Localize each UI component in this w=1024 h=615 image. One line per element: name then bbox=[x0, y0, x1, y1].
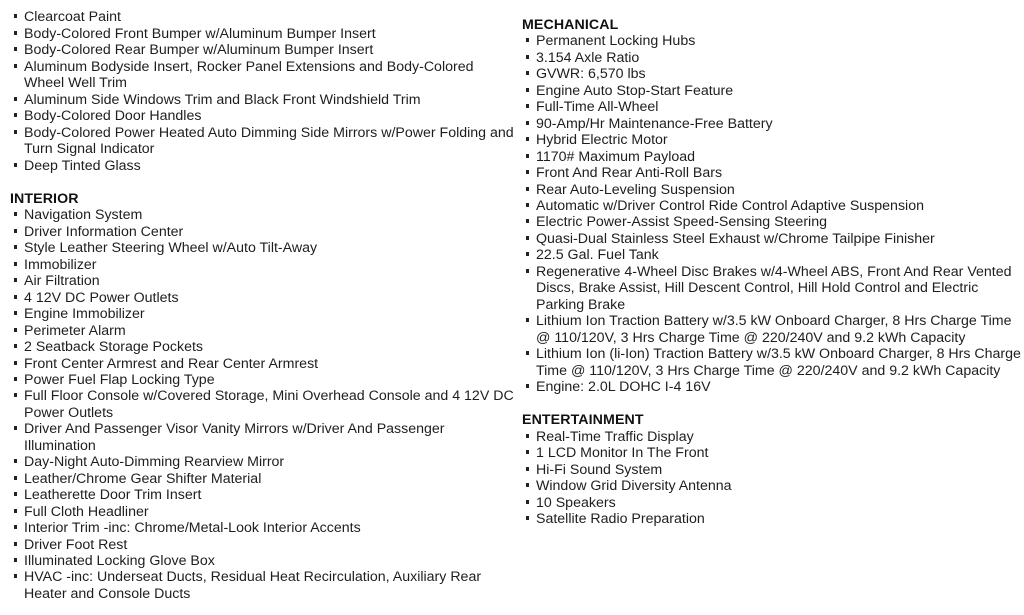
list-item-text: Clearcoat Paint bbox=[24, 9, 121, 26]
list-item bbox=[522, 214, 1022, 230]
list-item-text: Interior Trim -inc: Chrome/Metal-Look Interior Accents bbox=[24, 520, 361, 537]
square-bullet-icon bbox=[526, 219, 529, 223]
list-item bbox=[10, 471, 514, 487]
list-item-text: 10 Speakers bbox=[536, 494, 616, 511]
square-bullet-icon bbox=[14, 113, 17, 117]
square-bullet-icon bbox=[526, 170, 529, 174]
section-title-mechanical: MECHANICAL bbox=[522, 17, 619, 33]
list-item-text: Permanent Locking Hubs bbox=[536, 33, 696, 50]
list-item bbox=[10, 224, 514, 240]
square-bullet-icon bbox=[14, 492, 17, 496]
list-item-text: Driver And Passenger Visor Vanity Mirrors w/Driver And Passenger Illumination bbox=[24, 421, 445, 454]
square-bullet-icon bbox=[14, 97, 17, 101]
list-item-text: Navigation System bbox=[24, 207, 143, 224]
list-item-text: 4 12V DC Power Outlets bbox=[24, 289, 179, 306]
section-entertainment bbox=[522, 412, 1022, 527]
list-item bbox=[522, 132, 1022, 148]
list-item-text: Hybrid Electric Motor bbox=[536, 132, 668, 149]
list-item-text: Window Grid Diversity Antenna bbox=[536, 478, 732, 495]
square-bullet-icon bbox=[526, 121, 529, 125]
square-bullet-icon bbox=[14, 311, 17, 315]
list-item bbox=[10, 42, 514, 58]
square-bullet-icon bbox=[526, 500, 529, 504]
square-bullet-icon bbox=[526, 236, 529, 240]
list-item bbox=[10, 9, 514, 25]
list-item bbox=[522, 462, 1022, 478]
entertainment-list bbox=[522, 429, 1022, 528]
square-bullet-icon bbox=[526, 269, 529, 273]
section-mechanical bbox=[522, 17, 1022, 395]
list-item bbox=[522, 33, 1022, 49]
list-item-text: Full Cloth Headliner bbox=[24, 503, 149, 520]
list-item-text: Lithium Ion Traction Battery w/3.5 kW Onboard Charger, 8 Hrs Charge Time @ 110/120V, 3 Hrs Charge Time @ 220/240V and 9.2 kWh Capacity bbox=[536, 313, 1012, 346]
list-item-text: Real-Time Traffic Display bbox=[536, 428, 694, 445]
list-item bbox=[10, 388, 514, 421]
list-item-text: Engine Auto Stop-Start Feature bbox=[536, 82, 734, 99]
square-bullet-icon bbox=[14, 361, 17, 365]
square-bullet-icon bbox=[526, 154, 529, 158]
list-item-text: Immobilizer bbox=[24, 256, 97, 273]
square-bullet-icon bbox=[14, 262, 17, 266]
list-item bbox=[522, 495, 1022, 511]
list-item bbox=[522, 165, 1022, 181]
list-item bbox=[10, 26, 514, 42]
square-bullet-icon bbox=[14, 31, 17, 35]
section-title-interior: INTERIOR bbox=[10, 190, 79, 207]
list-item-text: Body-Colored Door Handles bbox=[24, 108, 202, 125]
list-item bbox=[522, 99, 1022, 115]
square-bullet-icon bbox=[14, 212, 17, 216]
list-item bbox=[10, 290, 514, 306]
list-item-text: Satellite Radio Preparation bbox=[536, 511, 705, 528]
square-bullet-icon bbox=[14, 426, 17, 430]
square-bullet-icon bbox=[14, 344, 17, 348]
list-item-text: Air Filtration bbox=[24, 273, 100, 290]
list-item bbox=[10, 207, 514, 223]
list-item bbox=[10, 356, 514, 372]
square-bullet-icon bbox=[14, 245, 17, 249]
list-item-text: 90-Amp/Hr Maintenance-Free Battery bbox=[536, 115, 773, 132]
list-item-text: Front Center Armrest and Rear Center Armrest bbox=[24, 355, 319, 372]
square-bullet-icon bbox=[14, 393, 17, 397]
square-bullet-icon bbox=[14, 459, 17, 463]
exterior-list bbox=[10, 0, 514, 174]
section-exterior bbox=[10, 0, 514, 174]
square-bullet-icon bbox=[526, 104, 529, 108]
square-bullet-icon bbox=[526, 252, 529, 256]
list-item bbox=[10, 92, 514, 108]
list-item bbox=[10, 323, 514, 339]
square-bullet-icon bbox=[14, 328, 17, 332]
left-column bbox=[10, 0, 514, 602]
square-bullet-icon bbox=[526, 467, 529, 471]
square-bullet-icon bbox=[14, 509, 17, 513]
list-item bbox=[10, 257, 514, 273]
square-bullet-icon bbox=[526, 516, 529, 520]
list-item-text: 22.5 Gal. Fuel Tank bbox=[536, 247, 659, 264]
section-title-entertainment: ENTERTAINMENT bbox=[522, 412, 644, 429]
square-bullet-icon bbox=[526, 55, 529, 59]
list-item bbox=[522, 116, 1022, 132]
list-item bbox=[522, 264, 1022, 313]
square-bullet-icon bbox=[14, 476, 17, 480]
list-item-text: Engine Immobilizer bbox=[24, 306, 145, 323]
list-item bbox=[10, 504, 514, 520]
list-item bbox=[522, 247, 1022, 263]
list-item bbox=[10, 273, 514, 289]
list-item-text: Leather/Chrome Gear Shifter Material bbox=[24, 470, 262, 487]
square-bullet-icon bbox=[526, 203, 529, 207]
square-bullet-icon bbox=[526, 434, 529, 438]
list-item-text: Front And Rear Anti-Roll Bars bbox=[536, 165, 723, 182]
list-item bbox=[522, 231, 1022, 247]
list-item-text: Driver Information Center bbox=[24, 223, 184, 240]
list-item bbox=[522, 429, 1022, 445]
list-item bbox=[522, 182, 1022, 198]
list-item-text: Lithium Ion (li-Ion) Traction Battery w/3.5 kW Onboard Charger, 8 Hrs Charge Time @ 110/120V, 3 Hrs Charge Time @ 220/240V and 9.2 kWh Capacity bbox=[536, 346, 1021, 379]
list-item bbox=[522, 511, 1022, 527]
mechanical-list bbox=[522, 33, 1022, 395]
square-bullet-icon bbox=[526, 38, 529, 42]
list-item bbox=[10, 240, 514, 256]
list-item-text: HVAC -inc: Underseat Ducts, Residual Heat Recirculation, Auxiliary Rear Heater and Console Ducts bbox=[24, 569, 482, 602]
list-item-text: Hi-Fi Sound System bbox=[536, 461, 663, 478]
list-item-text: Full-Time All-Wheel bbox=[536, 99, 659, 116]
square-bullet-icon bbox=[526, 450, 529, 454]
list-item bbox=[10, 454, 514, 470]
list-item-text: 1 LCD Monitor In The Front bbox=[536, 445, 709, 462]
square-bullet-icon bbox=[526, 71, 529, 75]
list-item bbox=[522, 478, 1022, 494]
list-item-text: GVWR: 6,570 lbs bbox=[536, 66, 646, 83]
list-item-text: Automatic w/Driver Control Ride Control Adaptive Suspension bbox=[536, 197, 924, 214]
list-item bbox=[10, 553, 514, 569]
list-item-text: Day-Night Auto-Dimming Rearview Mirror bbox=[24, 454, 285, 471]
list-item bbox=[522, 379, 1022, 395]
list-item bbox=[522, 66, 1022, 82]
list-item bbox=[10, 158, 514, 174]
list-item bbox=[10, 421, 514, 454]
list-item-text: Full Floor Console w/Covered Storage, Mini Overhead Console and 4 12V DC Power Outlets bbox=[24, 388, 514, 421]
list-item-text: Electric Power-Assist Speed-Sensing Steering bbox=[536, 214, 827, 231]
list-item bbox=[522, 149, 1022, 165]
list-item bbox=[522, 198, 1022, 214]
list-item bbox=[10, 306, 514, 322]
square-bullet-icon bbox=[14, 558, 17, 562]
list-item bbox=[522, 313, 1022, 346]
list-item bbox=[10, 372, 514, 388]
list-item-text: 1170# Maximum Payload bbox=[536, 148, 696, 165]
square-bullet-icon bbox=[14, 229, 17, 233]
list-item bbox=[10, 487, 514, 503]
right-column bbox=[522, 17, 1022, 528]
square-bullet-icon bbox=[14, 574, 17, 578]
list-item bbox=[10, 108, 514, 124]
list-item bbox=[10, 569, 514, 602]
square-bullet-icon bbox=[526, 187, 529, 191]
list-item-text: Driver Foot Rest bbox=[24, 536, 128, 553]
list-item-text: Style Leather Steering Wheel w/Auto Tilt-Away bbox=[24, 240, 318, 257]
list-item-text: Quasi-Dual Stainless Steel Exhaust w/Chrome Tailpipe Finisher bbox=[536, 230, 935, 247]
list-item-text: Aluminum Bodyside Insert, Rocker Panel Extensions and Body-Colored Wheel Well Trim bbox=[24, 58, 474, 92]
list-item-text: Body-Colored Front Bumper w/Aluminum Bumper Insert bbox=[24, 25, 376, 42]
interior-list bbox=[10, 207, 514, 602]
list-item-text: Body-Colored Rear Bumper w/Aluminum Bumper Insert bbox=[24, 42, 374, 59]
list-item bbox=[522, 83, 1022, 99]
list-item bbox=[10, 339, 514, 355]
list-item bbox=[10, 537, 514, 553]
square-bullet-icon bbox=[526, 137, 529, 141]
list-item-text: 2 Seatback Storage Pockets bbox=[24, 339, 204, 356]
list-item-text: Deep Tinted Glass bbox=[24, 157, 141, 174]
square-bullet-icon bbox=[14, 64, 17, 68]
list-item bbox=[522, 346, 1022, 379]
square-bullet-icon bbox=[526, 88, 529, 92]
list-item-text: Aluminum Side Windows Trim and Black Front Windshield Trim bbox=[24, 91, 421, 108]
square-bullet-icon bbox=[526, 483, 529, 487]
square-bullet-icon bbox=[14, 14, 17, 18]
list-item-text: 3.154 Axle Ratio bbox=[536, 49, 640, 66]
square-bullet-icon bbox=[14, 525, 17, 529]
list-item bbox=[10, 59, 514, 92]
list-item-text: Regenerative 4-Wheel Disc Brakes w/4-Wheel ABS, Front And Rear Vented Discs, Brake Assist, Hill Descent Control, Hill Hold Control and Electric Parking Brake bbox=[536, 263, 1012, 313]
list-item bbox=[10, 520, 514, 536]
square-bullet-icon bbox=[526, 351, 529, 355]
square-bullet-icon bbox=[14, 163, 17, 167]
list-item-text: Engine: 2.0L DOHC I-4 16V bbox=[536, 378, 711, 395]
section-interior bbox=[10, 190, 514, 602]
list-item-text: Power Fuel Flap Locking Type bbox=[24, 371, 215, 388]
square-bullet-icon bbox=[526, 384, 529, 388]
square-bullet-icon bbox=[14, 377, 17, 381]
square-bullet-icon bbox=[14, 47, 17, 51]
square-bullet-icon bbox=[526, 318, 529, 322]
square-bullet-icon bbox=[14, 278, 17, 282]
square-bullet-icon bbox=[14, 130, 17, 134]
list-item-text: Perimeter Alarm bbox=[24, 322, 126, 339]
list-item bbox=[10, 125, 514, 158]
list-item-text: Leatherette Door Trim Insert bbox=[24, 487, 202, 504]
list-item bbox=[522, 50, 1022, 66]
square-bullet-icon bbox=[14, 295, 17, 299]
list-item bbox=[522, 445, 1022, 461]
list-item-text: Rear Auto-Leveling Suspension bbox=[536, 181, 735, 198]
list-item-text: Body-Colored Power Heated Auto Dimming Side Mirrors w/Power Folding and Turn Signal Indicator bbox=[24, 124, 514, 158]
square-bullet-icon bbox=[14, 542, 17, 546]
list-item-text: Illuminated Locking Glove Box bbox=[24, 552, 215, 569]
